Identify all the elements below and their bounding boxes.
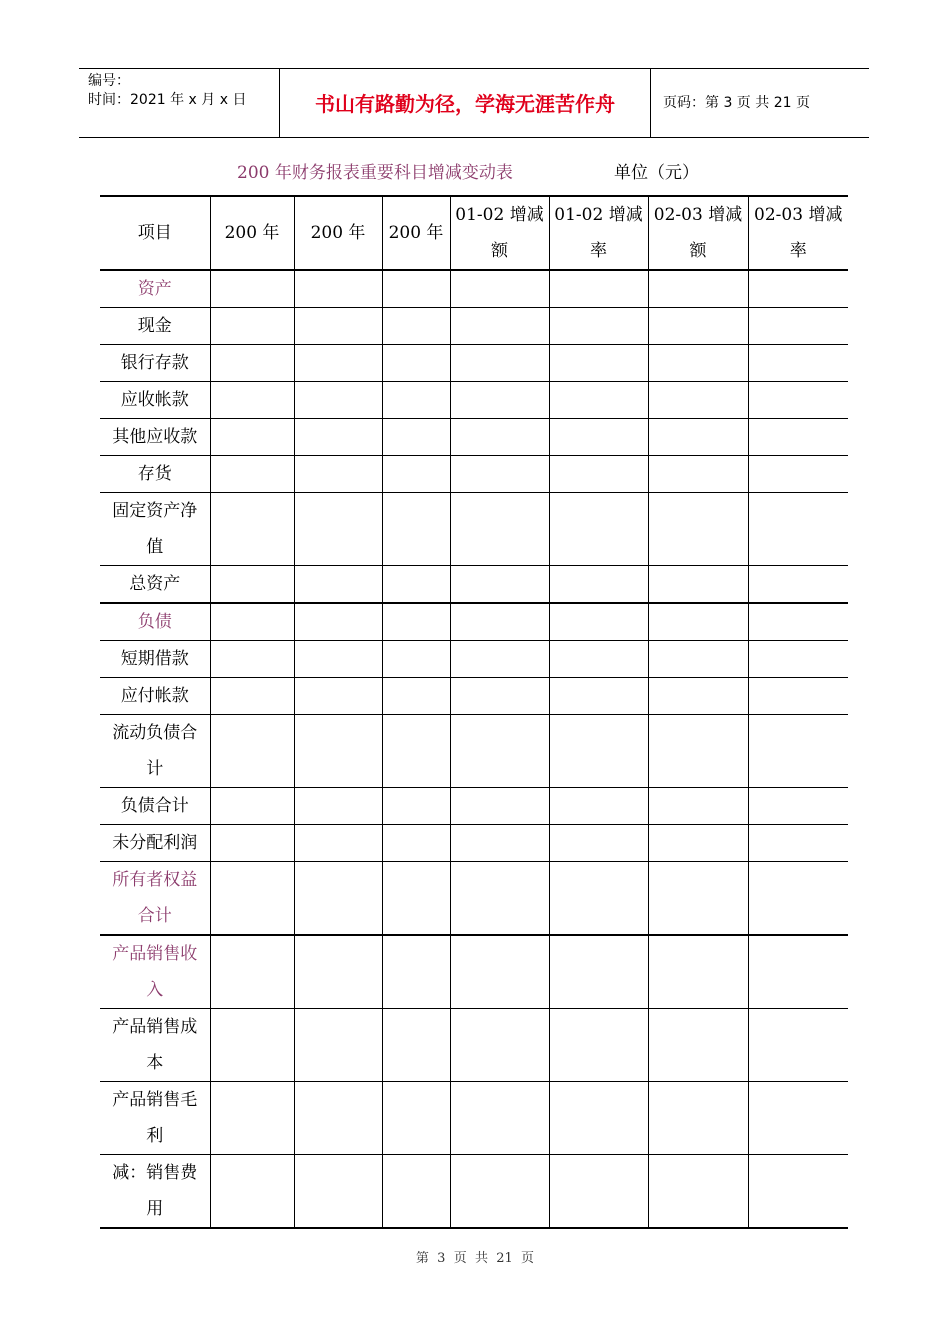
table-cell <box>648 493 748 566</box>
table-cell <box>210 566 294 604</box>
table-cell <box>294 566 382 604</box>
table-cell <box>210 345 294 382</box>
table-cell <box>648 566 748 604</box>
table-cell <box>748 493 848 566</box>
table-cell <box>382 456 450 493</box>
table-cell <box>382 788 450 825</box>
table-cell <box>294 1082 382 1155</box>
table-cell <box>450 935 549 1009</box>
col-header-item: 项目 <box>100 196 210 270</box>
row-label: 流动负债合计 <box>100 715 210 788</box>
table-cell <box>549 862 648 936</box>
table-cell <box>210 935 294 1009</box>
table-cell <box>549 1082 648 1155</box>
table-cell <box>648 678 748 715</box>
col-header-year: 200 年 <box>210 196 294 270</box>
table-cell <box>648 419 748 456</box>
table-cell <box>294 1155 382 1229</box>
table-cell <box>748 1082 848 1155</box>
table-cell <box>549 603 648 641</box>
table-cell <box>210 1082 294 1155</box>
header-motto-cell <box>280 69 651 137</box>
table-cell <box>648 862 748 936</box>
table-row <box>100 1155 848 1229</box>
table-cell <box>382 493 450 566</box>
table-cell <box>648 641 748 678</box>
table-cell <box>450 825 549 862</box>
document-header <box>79 68 869 138</box>
table-cell <box>450 270 549 308</box>
table-cell <box>382 1009 450 1082</box>
table-cell <box>748 566 848 604</box>
table-cell <box>648 308 748 345</box>
table-row <box>100 456 848 493</box>
table-cell <box>382 825 450 862</box>
table-row <box>100 308 848 345</box>
row-label: 短期借款 <box>100 641 210 678</box>
table-cell <box>382 641 450 678</box>
table-cell <box>748 825 848 862</box>
table-cell <box>549 419 648 456</box>
table-cell <box>382 862 450 936</box>
table-cell <box>748 1155 848 1229</box>
table-cell <box>748 788 848 825</box>
table-cell <box>549 1155 648 1229</box>
table-cell <box>748 345 848 382</box>
motto: 书山有路勤为径，学海无涯苦作舟 <box>315 92 615 116</box>
row-label: 负债 <box>100 603 210 641</box>
table-cell <box>450 862 549 936</box>
page-info: 页码：第 3 页 共 21 页 <box>663 95 810 111</box>
table-cell <box>748 678 848 715</box>
table-cell <box>210 862 294 936</box>
table-cell <box>549 456 648 493</box>
table-cell <box>294 603 382 641</box>
table-cell <box>450 678 549 715</box>
page-footer: 第 3 页 共 21 页 <box>415 1251 535 1266</box>
table-cell <box>549 935 648 1009</box>
table-cell <box>549 308 648 345</box>
row-label: 产品销售毛利 <box>100 1082 210 1155</box>
table-cell <box>648 788 748 825</box>
row-label: 存货 <box>100 456 210 493</box>
table-row <box>100 419 848 456</box>
col-header-change-amount: 01-02 增减额 <box>450 196 549 270</box>
table-cell <box>294 641 382 678</box>
table-cell <box>210 825 294 862</box>
table-cell <box>294 935 382 1009</box>
row-label: 未分配利润 <box>100 825 210 862</box>
row-label: 产品销售成本 <box>100 1009 210 1082</box>
table-row <box>100 788 848 825</box>
table-row <box>100 1009 848 1082</box>
table-cell <box>210 1009 294 1082</box>
table-cell <box>549 566 648 604</box>
table-cell <box>549 788 648 825</box>
table-cell <box>210 1155 294 1229</box>
table-cell <box>450 1082 549 1155</box>
table-cell <box>210 493 294 566</box>
table-cell <box>382 419 450 456</box>
table-cell <box>748 641 848 678</box>
table-cell <box>210 419 294 456</box>
row-label: 银行存款 <box>100 345 210 382</box>
table-row <box>100 1082 848 1155</box>
table-cell <box>450 456 549 493</box>
table-row <box>100 603 848 641</box>
row-label: 资产 <box>100 270 210 308</box>
table-row <box>100 493 848 566</box>
table-cell <box>294 419 382 456</box>
financial-table <box>100 195 848 1229</box>
table-cell <box>648 1082 748 1155</box>
table-row <box>100 715 848 788</box>
table-cell <box>450 603 549 641</box>
table-cell <box>748 382 848 419</box>
table-cell <box>549 825 648 862</box>
table-row <box>100 270 848 308</box>
row-label: 总资产 <box>100 566 210 604</box>
row-label: 其他应收款 <box>100 419 210 456</box>
table-cell <box>549 270 648 308</box>
table-cell <box>210 308 294 345</box>
table-cell <box>648 603 748 641</box>
table-cell <box>294 862 382 936</box>
table-cell <box>450 1009 549 1082</box>
table-cell <box>450 788 549 825</box>
table-cell <box>210 456 294 493</box>
table-title: 200 年财务报表重要科目增减变动表 <box>237 163 513 183</box>
table-cell <box>382 382 450 419</box>
table-cell <box>294 788 382 825</box>
table-cell <box>210 641 294 678</box>
row-label: 现金 <box>100 308 210 345</box>
table-cell <box>549 345 648 382</box>
table-cell <box>549 493 648 566</box>
table-cell <box>294 493 382 566</box>
table-cell <box>382 935 450 1009</box>
table-cell <box>549 641 648 678</box>
header-row <box>100 196 848 270</box>
table-cell <box>294 715 382 788</box>
table-cell <box>648 715 748 788</box>
table-cell <box>382 566 450 604</box>
table-cell <box>748 419 848 456</box>
table-cell <box>382 345 450 382</box>
table-row <box>100 382 848 419</box>
table-cell <box>450 419 549 456</box>
table-row <box>100 862 848 936</box>
row-label: 所有者权益合计 <box>100 862 210 936</box>
table-cell <box>294 678 382 715</box>
row-label: 固定资产净值 <box>100 493 210 566</box>
table-cell <box>549 715 648 788</box>
table-cell <box>210 678 294 715</box>
time-label: 时间：2021 年 x 月 x 日 <box>88 92 247 108</box>
table-cell <box>382 603 450 641</box>
table-cell <box>648 935 748 1009</box>
col-header-change-rate: 01-02 增减率 <box>549 196 648 270</box>
table-cell <box>210 603 294 641</box>
col-header-year: 200 年 <box>382 196 450 270</box>
table-cell <box>382 270 450 308</box>
table-cell <box>294 345 382 382</box>
table-cell <box>549 1009 648 1082</box>
table-row <box>100 566 848 604</box>
table-row <box>100 678 848 715</box>
row-label: 负债合计 <box>100 788 210 825</box>
table-cell <box>748 270 848 308</box>
table-cell <box>748 308 848 345</box>
table-cell <box>294 456 382 493</box>
table-row <box>100 641 848 678</box>
code-label: 编号： <box>88 73 130 89</box>
table-cell <box>294 1009 382 1082</box>
table-cell <box>294 825 382 862</box>
table-cell <box>382 1082 450 1155</box>
col-header-change-amount: 02-03 增减额 <box>648 196 748 270</box>
table-cell <box>294 382 382 419</box>
row-label: 产品销售收入 <box>100 935 210 1009</box>
table-cell <box>648 1009 748 1082</box>
table-cell <box>450 566 549 604</box>
col-header-year: 200 年 <box>294 196 382 270</box>
table-cell <box>648 825 748 862</box>
table-cell <box>382 678 450 715</box>
col-header-change-rate: 02-03 增减率 <box>748 196 848 270</box>
table-cell <box>648 382 748 419</box>
header-page-cell <box>651 69 869 137</box>
table-cell <box>210 382 294 419</box>
row-label: 应收帐款 <box>100 382 210 419</box>
table-cell <box>210 715 294 788</box>
table-cell <box>382 715 450 788</box>
table-cell <box>382 1155 450 1229</box>
table-cell <box>450 382 549 419</box>
table-cell <box>450 345 549 382</box>
row-label: 减：销售费用 <box>100 1155 210 1229</box>
table-cell <box>648 1155 748 1229</box>
table-row <box>100 825 848 862</box>
table-cell <box>748 1009 848 1082</box>
table-cell <box>748 862 848 936</box>
table-cell <box>450 308 549 345</box>
table-cell <box>748 456 848 493</box>
table-cell <box>382 308 450 345</box>
table-cell <box>210 270 294 308</box>
table-row <box>100 935 848 1009</box>
table-cell <box>294 308 382 345</box>
table-cell <box>648 270 748 308</box>
unit-label: 单位（元） <box>614 163 699 183</box>
table-cell <box>648 456 748 493</box>
header-meta-cell <box>79 69 280 137</box>
table-cell <box>450 1155 549 1229</box>
row-label: 应付帐款 <box>100 678 210 715</box>
table-cell <box>748 935 848 1009</box>
table-cell <box>549 382 648 419</box>
table-cell <box>294 270 382 308</box>
table-cell <box>748 603 848 641</box>
table-cell <box>450 641 549 678</box>
table-row <box>100 345 848 382</box>
table-cell <box>210 788 294 825</box>
table-cell <box>549 678 648 715</box>
table-cell <box>648 345 748 382</box>
table-cell <box>748 715 848 788</box>
table-cell <box>450 715 549 788</box>
table-cell <box>450 493 549 566</box>
